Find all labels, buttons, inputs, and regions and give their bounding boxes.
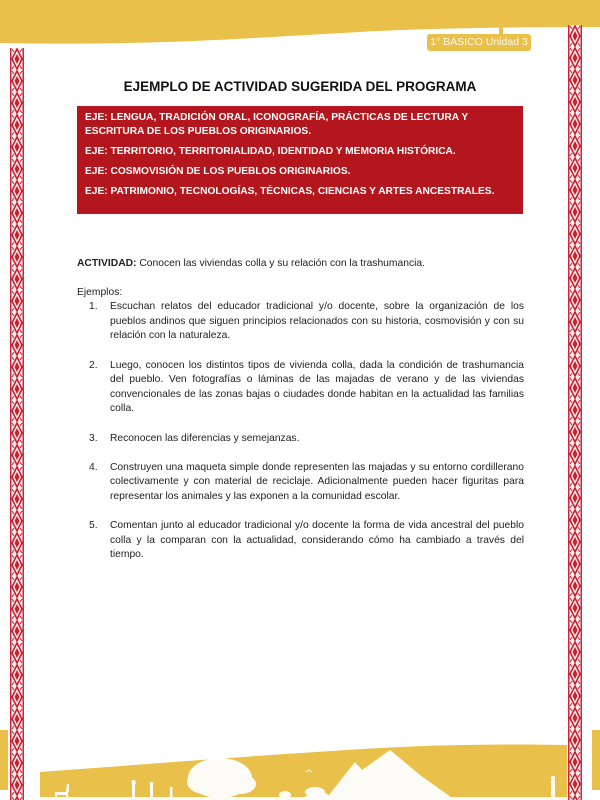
- example-number: 2.: [89, 359, 98, 371]
- example-number: 3.: [89, 432, 98, 444]
- activity-content: [77, 257, 524, 577]
- axis-item-worldview: EJE: COSMOVISIÓN DE LOS PUEBLOS ORIGINARIOS.: [85, 166, 351, 177]
- landscape-silhouette-decoration: [0, 700, 600, 800]
- example-text: Luego, conocen los distintos tipos de vivienda colla, dada la condición de trashumancia del pueblo. Ven fotografías o láminas de las majadas de verano y de las viviendas convencionales de las zonas bajas o ciudades donde habitan en la actualidad las familias colla.: [110, 359, 524, 415]
- example-item: [77, 359, 524, 417]
- example-item: [77, 519, 524, 563]
- example-item: [77, 432, 524, 447]
- page-title: EJEMPLO DE ACTIVIDAD SUGERIDA DEL PROGRAMA: [123, 79, 477, 94]
- example-text: Comentan junto al educador tradicional y/o docente la forma de vida ancestral del pueblo colla y la comparan con la actualidad, considerando cómo ha cambiado a través del tiempo.: [110, 520, 524, 561]
- example-item: [77, 300, 524, 344]
- axis-item-heritage: EJE: PATRIMONIO, TECNOLOGÍAS, TÉCNICAS, CIENCIAS Y ARTES ANCESTRALES.: [85, 186, 495, 197]
- example-text: Reconocen las diferencias y semejanzas.: [110, 432, 300, 444]
- left-woven-border-decoration: [10, 48, 24, 800]
- axis-item-language: EJE: LENGUA, TRADICIÓN ORAL, ICONOGRAFÍA, PRÁCTICAS DE LECTURA Y ESCRITURA DE LOS PUEBLOS ORIGINARIOS.: [85, 112, 468, 137]
- example-number: 4.: [89, 461, 98, 473]
- example-item: [77, 461, 524, 505]
- unit-badge: 1° BÁSICO Unidad 3: [427, 34, 531, 51]
- header-wave-decoration: [0, 0, 600, 60]
- example-number: 1.: [89, 301, 98, 313]
- example-number: 5.: [89, 520, 98, 532]
- activity-line: [77, 257, 524, 272]
- example-text: Escuchan relatos del educador tradicional y/o docente, sobre la organización de los pueblos andinos que siguen principios relacionados con su historia, cosmovisión y con su relación con la naturaleza.: [110, 301, 524, 342]
- example-text: Construyen una maqueta simple donde representen las majadas y su entorno cordillerano colectivamente y con material de reciclaje. Adicionalmente pueden hacer figuritas para representar los animales y las exponen a la comunidad escolar.: [110, 461, 524, 502]
- right-woven-border-decoration: [568, 25, 582, 800]
- curriculum-axes-box: [77, 106, 523, 214]
- activity-label: ACTIVIDAD:: [77, 258, 137, 269]
- activity-description: Conocen las viviendas colla y su relación con la trashumancia.: [136, 258, 425, 269]
- examples-list: [77, 300, 524, 563]
- axis-item-territory: EJE: TERRITORIO, TERRITORIALIDAD, IDENTIDAD Y MEMORIA HISTÓRICA.: [85, 146, 456, 157]
- examples-label: Ejemplos:: [77, 286, 123, 298]
